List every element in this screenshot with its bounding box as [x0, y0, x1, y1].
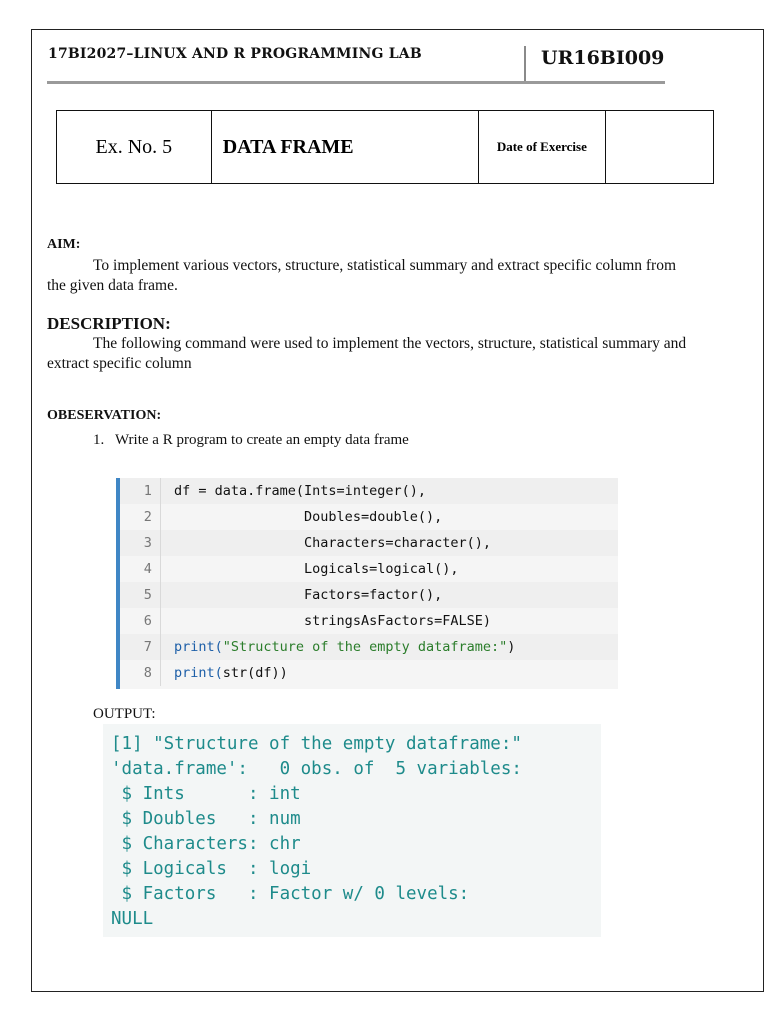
line-number: 4 [120, 556, 161, 582]
output-line: [1] "Structure of the empty dataframe:" [111, 734, 522, 754]
code-text: print(str(df)) [174, 665, 288, 681]
description-text: The following command were used to implement the vectors, structure, statistical summary and extract specific column [47, 335, 687, 372]
code-line [120, 504, 618, 530]
code-text: print("Structure of the empty dataframe:") [174, 639, 516, 655]
line-number: 7 [120, 634, 161, 660]
aim-text: To implement various vectors, structure, statistical summary and extract specific column from the given data frame. [47, 257, 677, 294]
observation-heading: OBESERVATION: [47, 408, 162, 423]
description-heading: DESCRIPTION: [47, 314, 171, 333]
code-line [120, 634, 618, 660]
register-number: UR16BI009 [541, 47, 665, 69]
output-line: $ Characters: chr [111, 834, 301, 854]
header-rule [47, 81, 665, 84]
exercise-title: DATA FRAME [211, 111, 478, 184]
code-block [116, 478, 618, 689]
code-line [120, 556, 618, 582]
line-number: 1 [120, 478, 161, 504]
list-number: 1. [93, 432, 105, 448]
code-line [120, 582, 618, 608]
output-line: $ Ints : int [111, 784, 301, 804]
exercise-table [56, 110, 714, 184]
output-line: 'data.frame': 0 obs. of 5 variables: [111, 759, 522, 779]
code-line [120, 660, 618, 686]
header-divider [524, 46, 526, 82]
code-text: Factors=factor(), [304, 587, 443, 603]
output-line: NULL [111, 909, 154, 929]
line-number: 2 [120, 504, 161, 530]
code-line [120, 530, 618, 556]
code-line [120, 478, 618, 504]
course-title: 17BI2027–LINUX AND R PROGRAMMING LAB [48, 46, 422, 62]
output-line: $ Factors : Factor w/ 0 levels: [111, 884, 470, 904]
code-text: df = data.frame(Ints=integer(), [174, 483, 426, 499]
line-number: 5 [120, 582, 161, 608]
line-number: 3 [120, 530, 161, 556]
code-text: Doubles=double(), [304, 509, 443, 525]
code-text: Logicals=logical(), [304, 561, 459, 577]
output-label: OUTPUT: [93, 706, 156, 722]
date-label: Date of Exercise [478, 111, 605, 184]
code-text: Characters=character(), [304, 535, 491, 551]
line-number: 8 [120, 660, 161, 686]
output-line: $ Doubles : num [111, 809, 301, 829]
exercise-number: Ex. No. 5 [57, 111, 212, 184]
code-line [120, 608, 618, 634]
list-item [93, 432, 409, 449]
code-text: stringsAsFactors=FALSE) [304, 613, 491, 629]
date-value [605, 111, 713, 184]
list-text: Write a R program to create an empty data frame [115, 432, 409, 448]
output-block [103, 724, 601, 937]
line-number: 6 [120, 608, 161, 634]
output-line: $ Logicals : logi [111, 859, 312, 879]
aim-heading: AIM: [47, 237, 81, 252]
